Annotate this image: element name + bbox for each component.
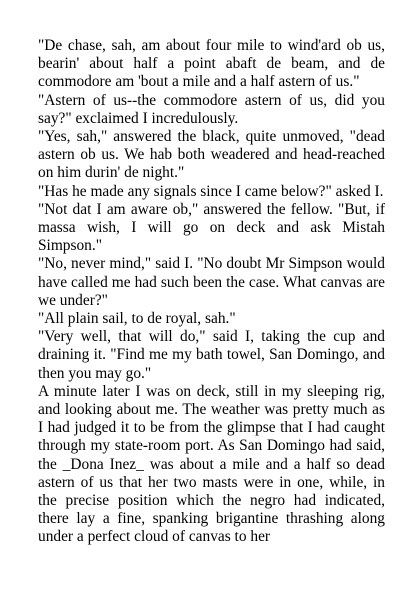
paragraph-2: "Astern of us--the commodore astern of us, did you say?" exclaimed I incredulously. <box>38 91 385 127</box>
paragraph-5: "Not dat I am aware ob," answered the fellow. "But, if massa wish, I will go on deck and ask Mistah Simpson." <box>38 200 385 255</box>
paragraph-3: "Yes, sah," answered the black, quite unmoved, "dead astern ob us. We hab both weadered and head-reached on him durin' de night." <box>38 128 385 182</box>
paragraph-7: "All plain sail, to de royal, sah." <box>38 310 236 328</box>
paragraph-8: "Very well, that will do," said I, taking the cup and draining it. "Find me my bath towel, San Domingo, and then you may go." <box>38 328 385 382</box>
paragraph-9: A minute later I was on deck, still in my sleeping rig, and looking about me. The weather was pretty much as I had judged it to be from the glimpse that I had caught through my state-room port. As San Domingo had said, the _Dona Inez_ was about a mile and a half so dead astern of us that her two masts were in one, while, in the precise position which the negro had indicated, there lay a fine, spanking brigantine thrashing along under a perfect cloud of canvas to her <box>38 382 385 546</box>
paragraph-6: "No, never mind," said I. "No doubt Mr Simpson would have called me had such been the case. What canvas are we under?" <box>38 255 385 309</box>
page-text <box>38 37 385 547</box>
paragraph-1: "De chase, sah, am about four mile to wind'ard ob us, bearin' about half a point abaft de beam, and de commodore am 'bout a mile and a half astern of us." <box>38 37 385 91</box>
paragraph-4: "Has he made any signals since I came below?" asked I. <box>38 182 384 200</box>
